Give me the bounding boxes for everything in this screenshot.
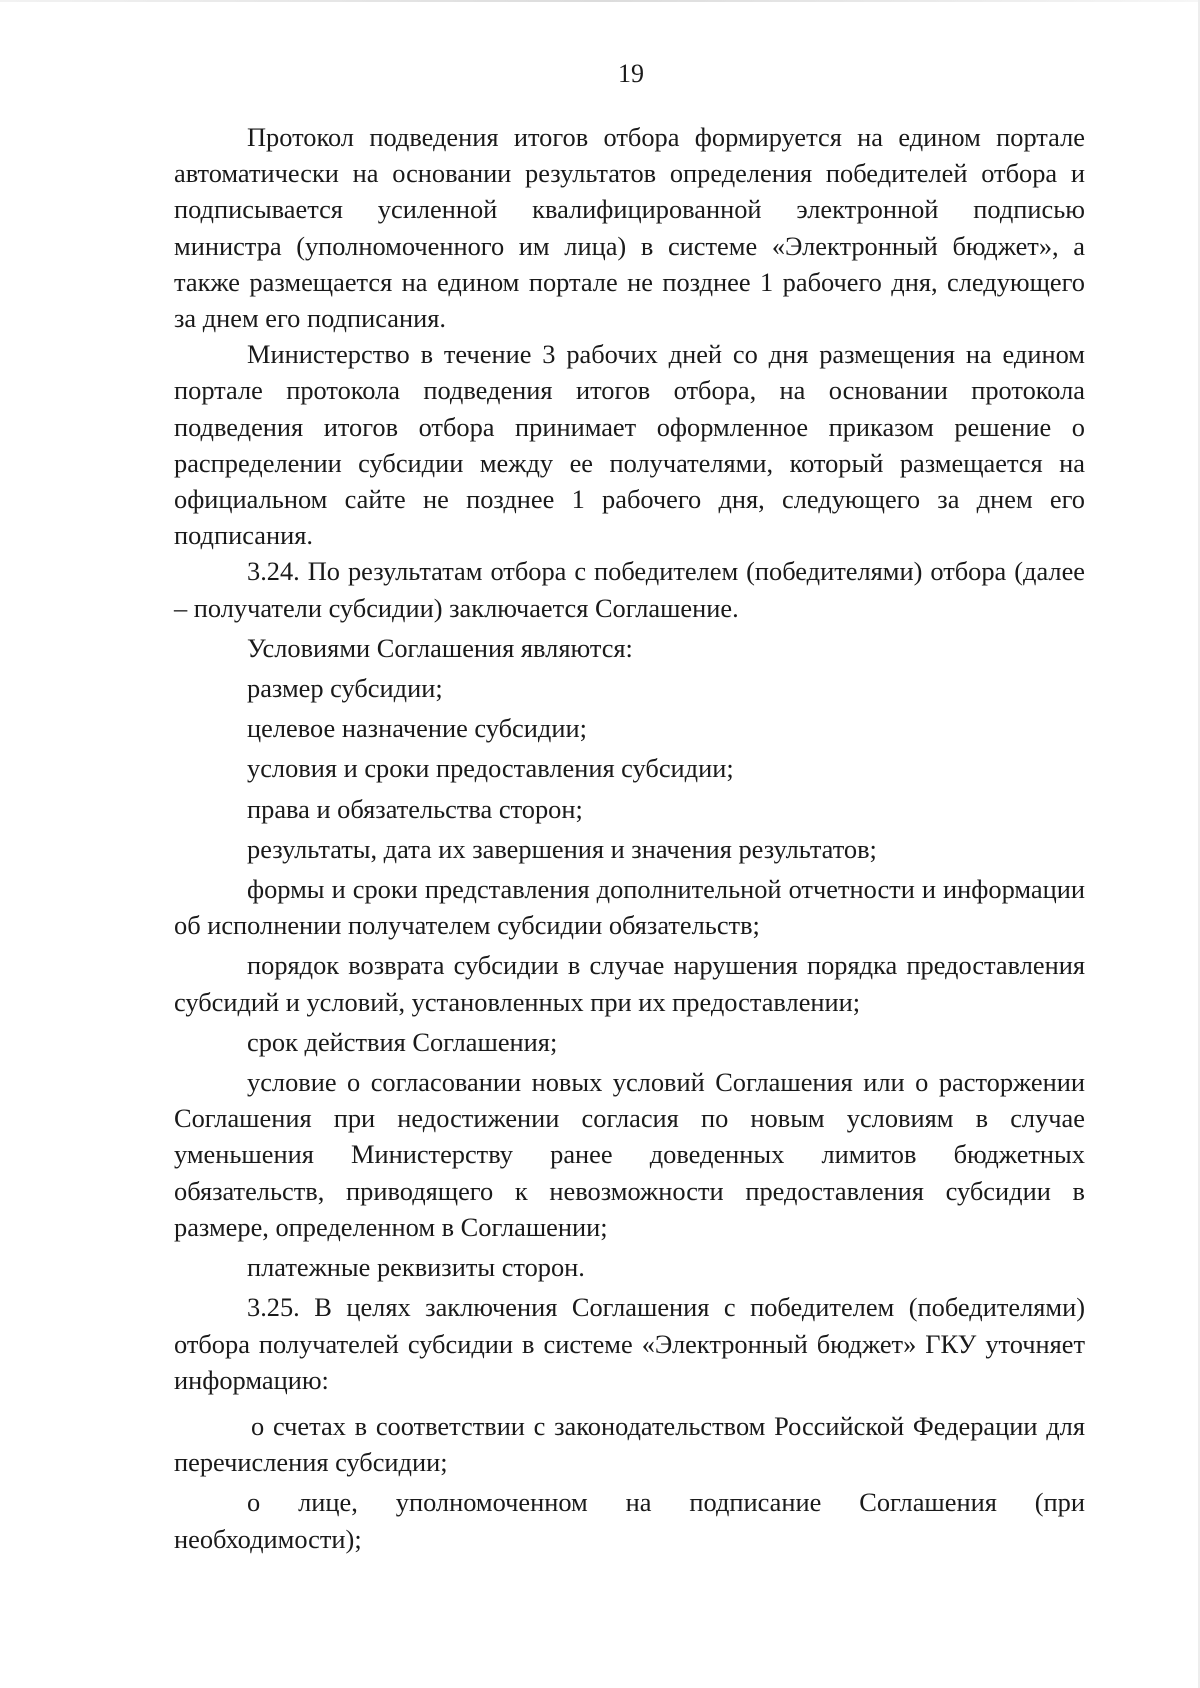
- page-number: 19: [618, 59, 644, 88]
- document-body: [174, 119, 1085, 1557]
- list-item-authorized-person: о лице, уполномоченном на подписание Соглашения (при необходимости);: [174, 1487, 1085, 1554]
- list-item-payment-details: платежные реквизиты сторон.: [247, 1252, 585, 1283]
- list-item-rights-obligations: права и обязательства сторон;: [247, 793, 583, 824]
- list-item-new-conditions: условие о согласовании новых условий Соглашения или о расторжении Соглашения при недостижении согласия по новым условиям в случае уменьшения Министерству ранее доведенных лимитов бюджетных обязательств, приводящего к невозможности предоставления субсидии в размере, определенном в Соглашении;: [174, 1067, 1085, 1242]
- list-item-accounts: о счетах в соответствии с законодательством Российской Федерации для перечисления субсидии;: [174, 1410, 1085, 1478]
- scan-edge-top: [0, 0, 1200, 2]
- list-item-results: результаты, дата их завершения и значения результатов;: [247, 833, 877, 864]
- list-item-subsidy-purpose: целевое назначение субсидии;: [247, 713, 587, 744]
- paragraph-ministry-decision: Министерство в течение 3 рабочих дней со дня размещения на едином портале протокола подведения итогов отбора, на основании протокола подведения итогов отбора принимает оформленное приказом решение о распределении субсидии между ее получателями, который размещается на официальном сайте не позднее 1 рабочего дня, следующего за днем его подписания.: [174, 339, 1085, 551]
- list-item-agreement-term: срок действия Соглашения;: [247, 1026, 558, 1057]
- paragraph-agreement-conditions-intro: Условиями Соглашения являются:: [247, 632, 633, 663]
- paragraph-protocol: Протокол подведения итогов отбора формируется на едином портале автоматически на основании результатов определения победителей отбора и подписывается усиленной квалифицированной электронной подписью министра (уполномоченного им лица) в системе «Электронный бюджет», а также размещается на едином портале не позднее 1 рабочего дня, следующего за днем его подписания.: [174, 122, 1085, 334]
- list-item-subsidy-amount: размер субсидии;: [247, 673, 443, 704]
- paragraph-3-24: 3.24. По результатам отбора с победителем (победителями) отбора (далее – получатели субсидии) заключается Соглашение.: [174, 556, 1085, 623]
- list-item-terms-conditions: условия и сроки предоставления субсидии;: [247, 753, 734, 784]
- list-item-refund-procedure: порядок возврата субсидии в случае нарушения порядка предоставления субсидий и условий, установленных при их предоставлении;: [174, 950, 1085, 1017]
- paragraph-3-25: 3.25. В целях заключения Соглашения с победителем (победителями) отбора получателей субсидии в системе «Электронный бюджет» ГКУ уточняет информацию:: [174, 1292, 1085, 1395]
- list-item-reporting: формы и сроки представления дополнительной отчетности и информации об исполнении получателем субсидии обязательств;: [174, 874, 1085, 941]
